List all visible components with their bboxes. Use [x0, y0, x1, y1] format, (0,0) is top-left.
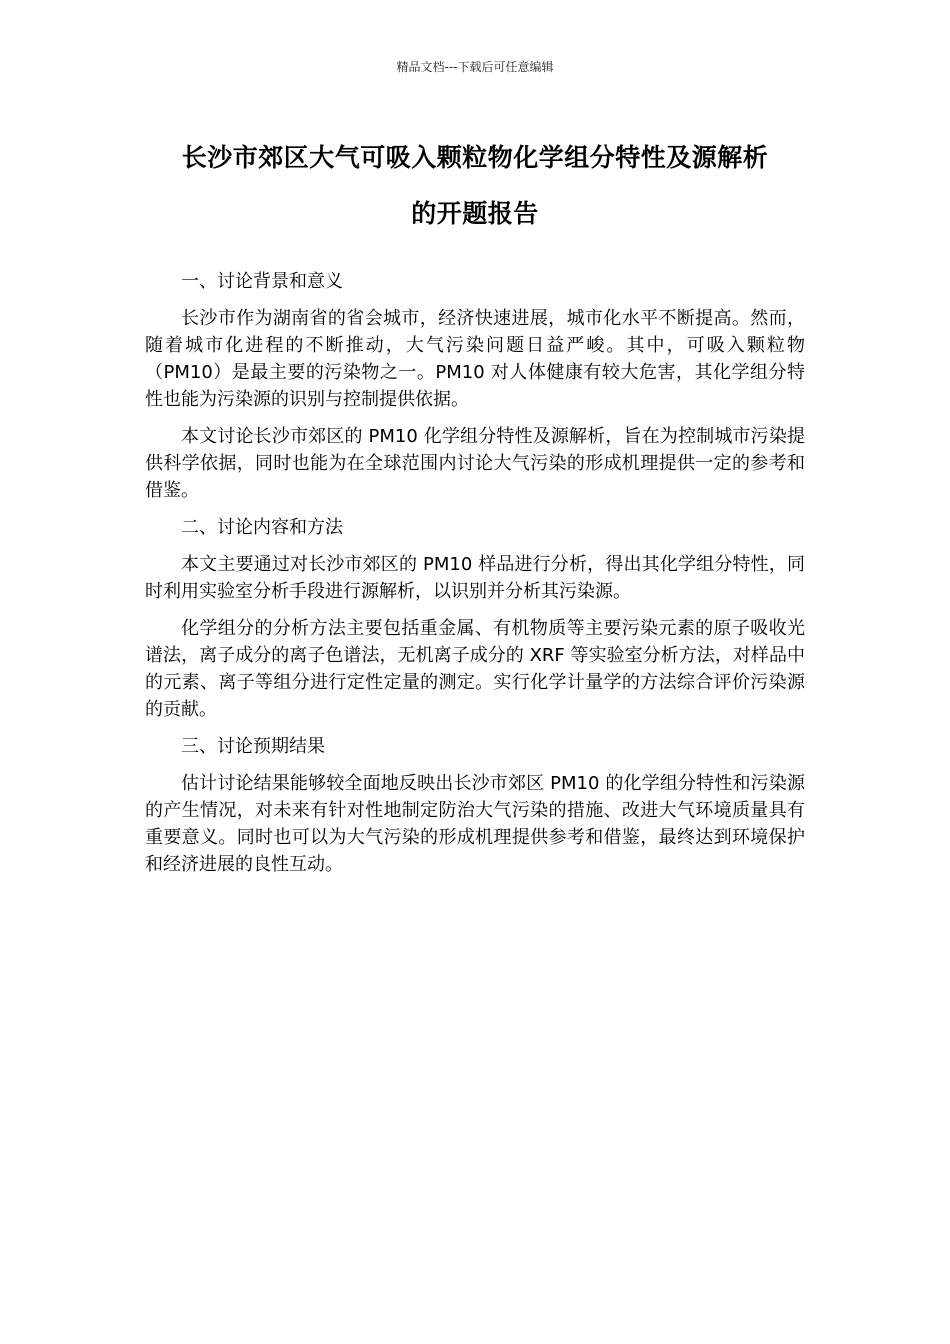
section-heading-expected-results: 三、讨论预期结果 [181, 736, 325, 757]
paragraph: 估计讨论结果能够较全面地反映出长沙市郊区 PM10 的化学组分特性和污染源的产生情况，对未来有针对性地制定防治大气污染的措施、改进大气环境质量具有重要意义。同时也可以为大气污染的形成机理提供参考和借鉴，最终达到环境保护和经济进展的良性互动。 [145, 773, 805, 875]
section-heading-background: 一、讨论背景和意义 [181, 271, 343, 292]
paragraph: 长沙市作为湖南省的省会城市，经济快速进展，城市化水平不断提高。然而，随着城市化进程的不断推动，大气污染问题日益严峻。其中，可吸入颗粒物（PM10）是最主要的污染物之一。PM10 对人体健康有较大危害，其化学组分特性也能为污染源的识别与控制提供依据。 [145, 308, 805, 410]
document-body [145, 268, 805, 888]
paragraph: 本文讨论长沙市郊区的 PM10 化学组分特性及源解析，旨在为控制城市污染提供科学依据，同时也能为在全球范围内讨论大气污染的形成机理提供一定的参考和借鉴。 [145, 426, 805, 501]
paragraph: 化学组分的分析方法主要包括重金属、有机物质等主要污染元素的原子吸收光谱法，离子成分的离子色谱法，无机离子成分的 XRF 等实验室分析方法，对样品中的元素、离子等组分进行定性定量的测定。实行化学计量学的方法综合评价污染源的贡献。 [145, 618, 805, 720]
paragraph: 本文主要通过对长沙市郊区的 PM10 样品进行分析，得出其化学组分特性，同时利用实验室分析手段进行源解析，以识别并分析其污染源。 [145, 554, 805, 602]
document-title-line-1: 长沙市郊区大气可吸入颗粒物化学组分特性及源解析 [181, 143, 769, 172]
header-note: 精品文档---下载后可任意编辑 [396, 60, 554, 74]
section-heading-content-methods: 二、讨论内容和方法 [181, 517, 343, 538]
document-title-line-2: 的开题报告 [411, 199, 539, 228]
